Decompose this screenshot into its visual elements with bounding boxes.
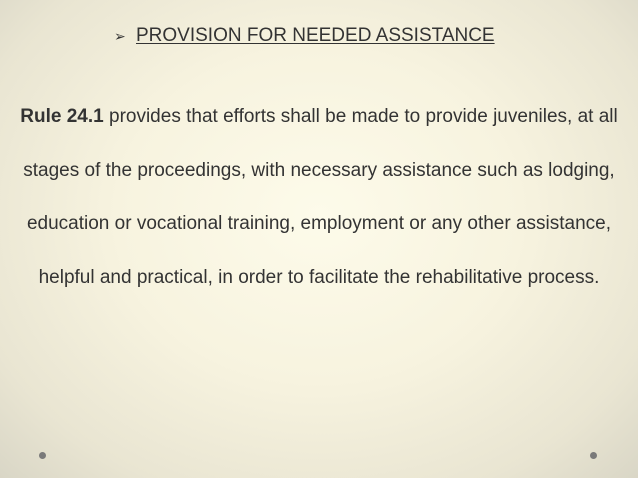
arrow-bullet-icon: ➢ xyxy=(114,28,126,44)
body-paragraph xyxy=(20,90,618,304)
right-dot-decoration xyxy=(590,452,597,459)
left-dot-decoration xyxy=(39,452,46,459)
body-text: provides that efforts shall be made to provide juveniles, at all stages of the proceedings, with necessary assistance such as lodging, education or vocational training, employment or any other assistance, helpful and practical, in order to facilitate the rehabilitative process. xyxy=(23,106,618,288)
slide-heading xyxy=(114,24,495,48)
heading-text: PROVISION FOR NEEDED ASSISTANCE xyxy=(136,25,495,46)
rule-reference: Rule 24.1 xyxy=(20,106,104,127)
